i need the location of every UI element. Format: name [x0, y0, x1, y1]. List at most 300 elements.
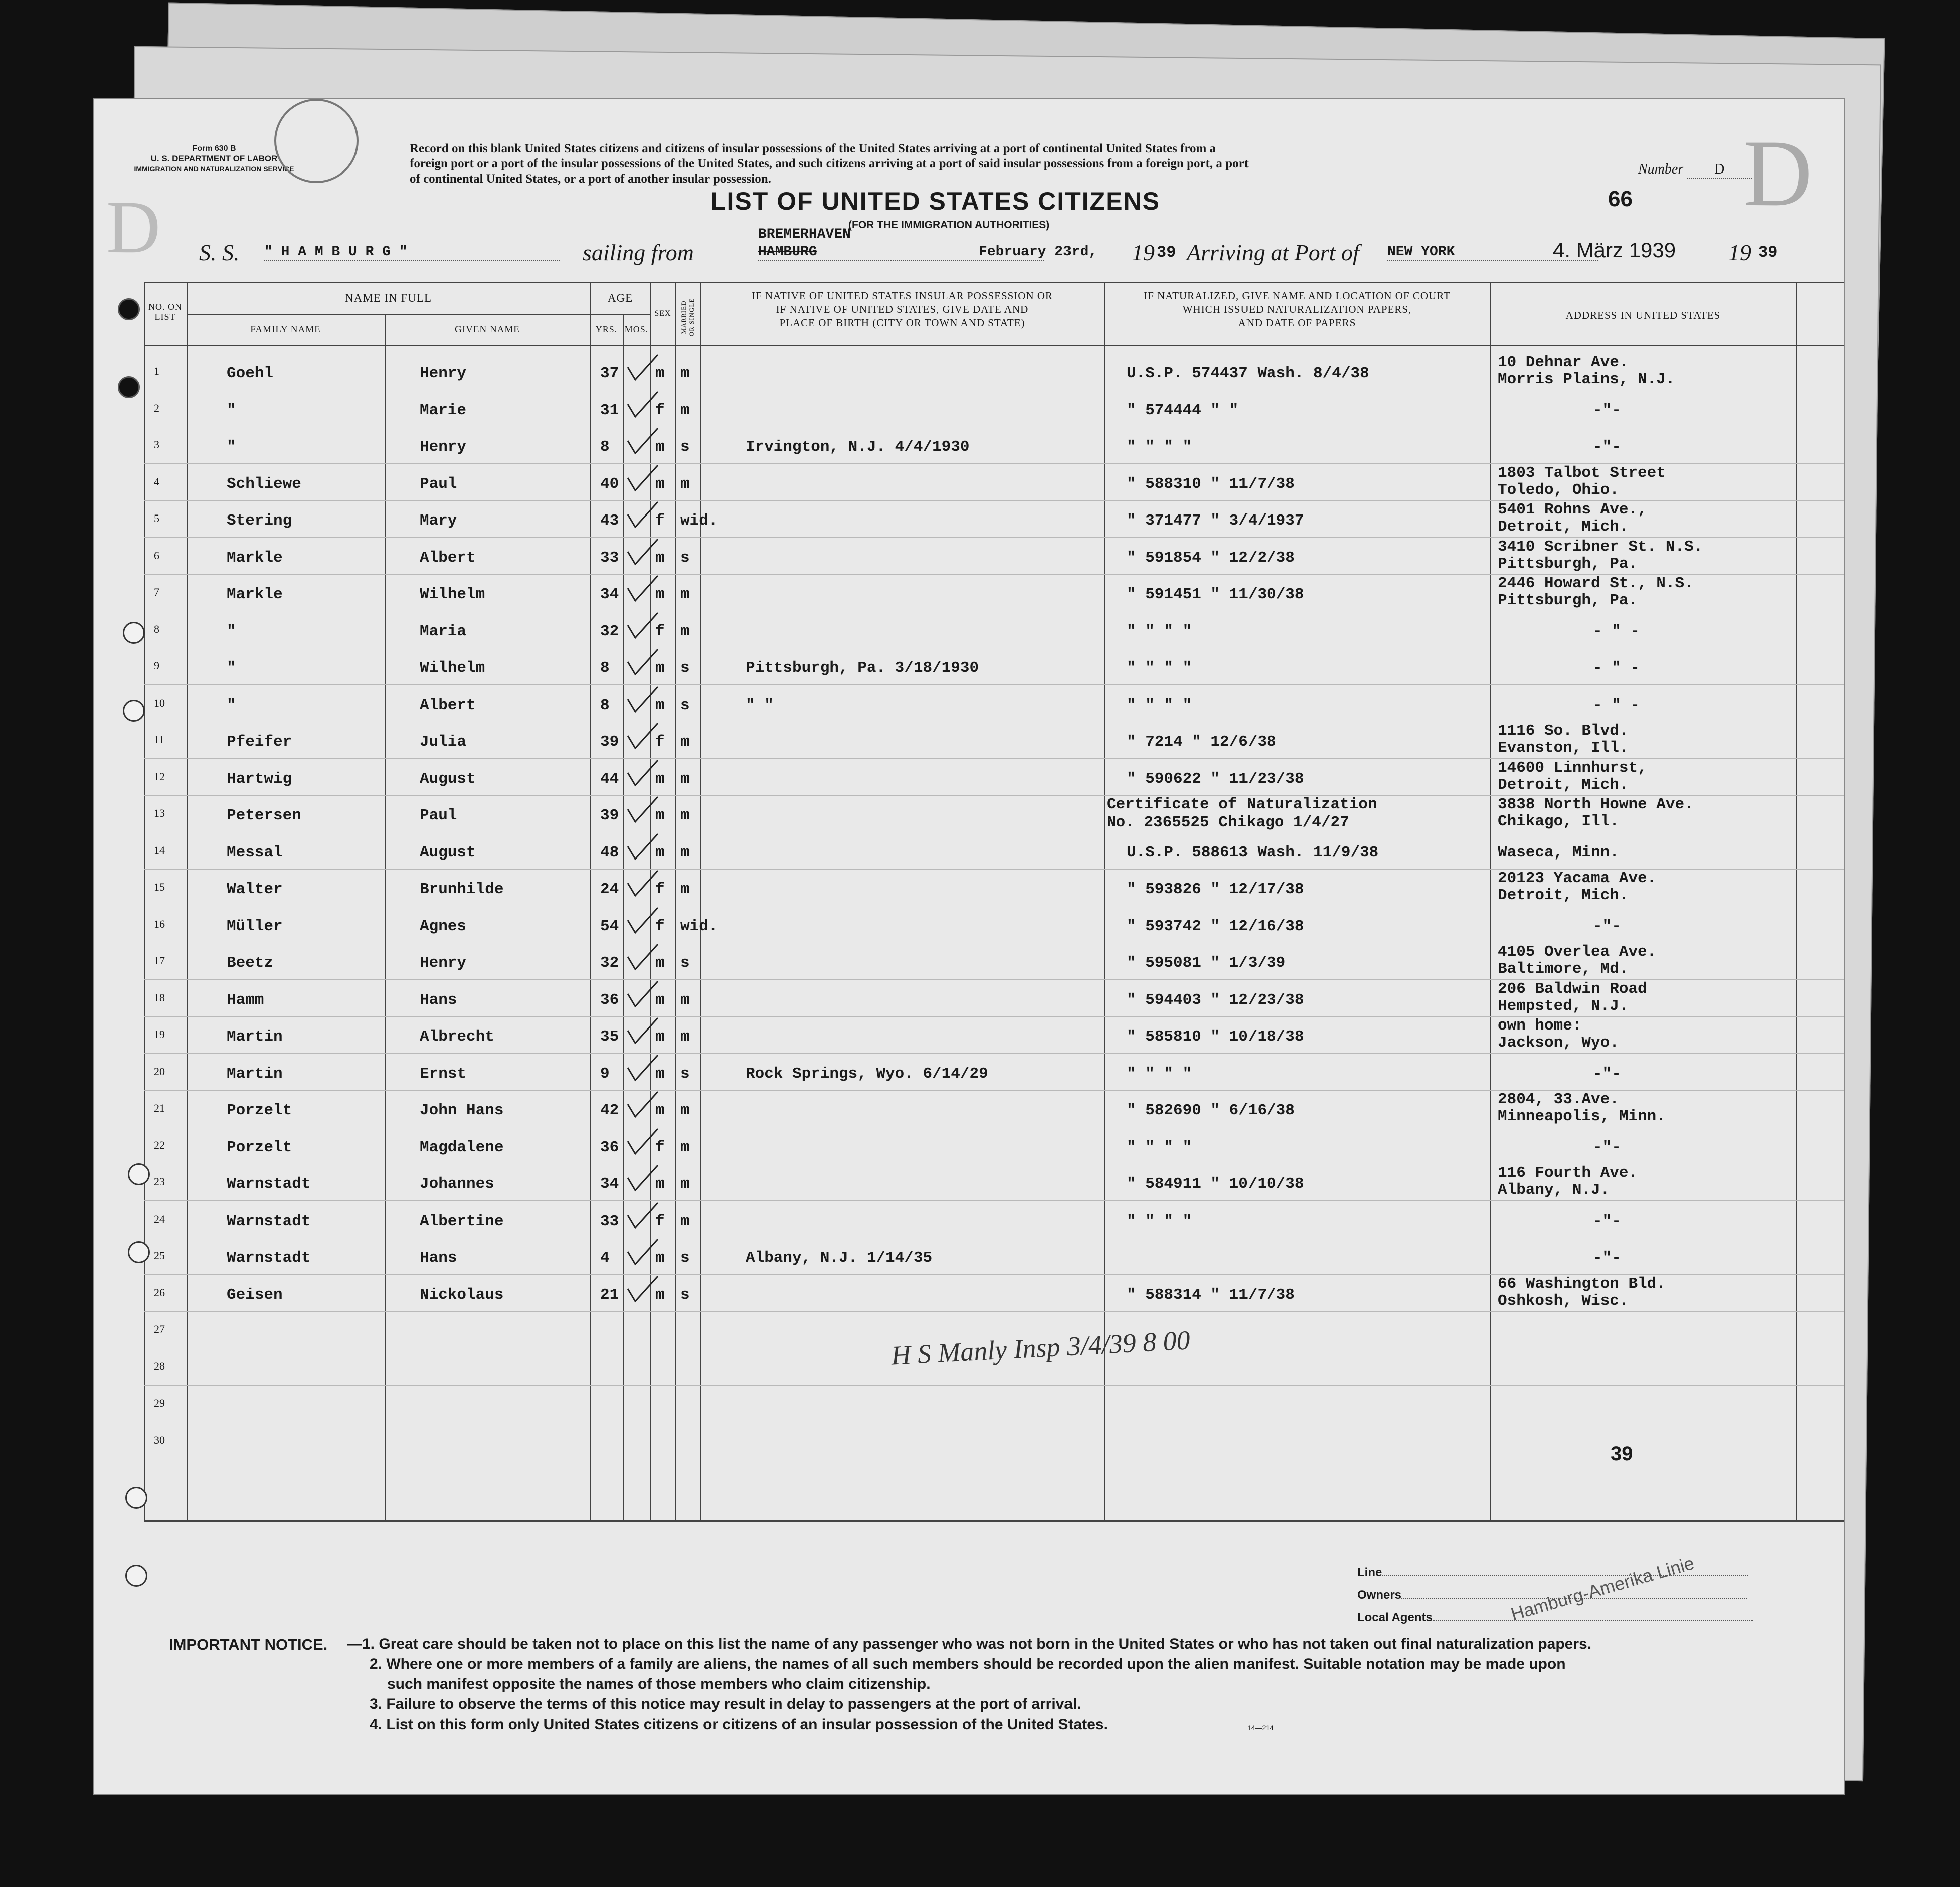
col-header-given: GIVEN NAME	[455, 324, 520, 335]
address-line: -"-	[1593, 917, 1621, 935]
row-number: 14	[154, 843, 165, 856]
check-mark-icon	[625, 684, 660, 714]
family-name: Warnstadt	[227, 1249, 311, 1267]
port-from: BREMERHAVEN	[758, 227, 851, 242]
notice-title: IMPORTANT NOTICE.	[169, 1636, 328, 1653]
marital-status: m	[680, 1212, 690, 1230]
naturalization-info: " 585810 " 10/18/38	[1127, 1028, 1304, 1046]
address-line: -"-	[1593, 1065, 1621, 1083]
col-line	[675, 282, 676, 1520]
number-value: D	[1687, 161, 1752, 179]
naturalization-info: " 7214 " 12/6/38	[1127, 733, 1276, 751]
age-years: 24	[600, 881, 619, 898]
year-prefix: 19	[1728, 240, 1751, 265]
naturalization-info: " 590622 " 11/23/38	[1127, 770, 1304, 788]
given-name: Julia	[420, 733, 467, 751]
marital-status: m	[680, 843, 690, 862]
given-name: Johannes	[420, 1175, 494, 1193]
port-to: NEW YORK	[1387, 244, 1598, 261]
marital-status: s	[680, 659, 690, 677]
sex: m	[655, 659, 665, 677]
naturalization-info: " 371477 " 3/4/1937	[1127, 512, 1304, 530]
marital-status: s	[680, 954, 690, 972]
age-years: 34	[600, 586, 619, 603]
notice-1: —1. Great care should be taken not to place on this list the name of any passenger who was not born in the United States or who has not taken out final naturalization papers.	[347, 1636, 1592, 1652]
sex: m	[655, 1028, 665, 1046]
row-number: 25	[154, 1249, 165, 1262]
family-name: Goehl	[227, 365, 274, 382]
marital-status: m	[680, 770, 690, 788]
check-mark-icon	[625, 1274, 660, 1304]
row-divider	[144, 684, 1844, 685]
naturalization-info: " 593826 " 12/17/38	[1127, 881, 1304, 898]
col-line	[700, 282, 701, 1520]
check-mark-icon	[625, 573, 660, 603]
row-number: 7	[154, 586, 159, 598]
address-line: 10 Dehnar Ave.	[1498, 354, 1629, 371]
col-line	[590, 282, 591, 1520]
birth-place-date: Rock Springs, Wyo. 6/14/29	[746, 1065, 988, 1083]
given-name: Hans	[420, 991, 457, 1009]
sex: m	[655, 770, 665, 788]
port-from-struck: HAMBURG	[758, 244, 1044, 261]
naturalization-info: U.S.P. 574437 Wash. 8/4/38	[1127, 365, 1369, 382]
notice-4: 4. List on this form only United States citizens or citizens of an insular possession of the United States.	[370, 1716, 1108, 1733]
family-name: "	[227, 622, 236, 640]
birth-place-date: " "	[746, 696, 774, 714]
address-line: -"-	[1593, 1212, 1621, 1230]
page-subtitle: (FOR THE IMMIGRATION AUTHORITIES)	[848, 219, 1050, 231]
corner-letter-left: D	[106, 186, 161, 269]
given-name: Hans	[420, 1249, 457, 1267]
naturalization-info: " 591451 " 11/30/38	[1127, 586, 1304, 603]
notice-2-cont: such manifest opposite the names of those members who claim citizenship.	[387, 1676, 931, 1692]
given-name: Maria	[420, 622, 467, 640]
sex: m	[655, 549, 665, 567]
given-name: Henry	[420, 954, 467, 972]
given-name: August	[420, 770, 476, 788]
row-number: 22	[154, 1138, 165, 1151]
marital-status: s	[680, 696, 690, 714]
address-line: -"-	[1593, 438, 1621, 456]
notice-3: 3. Failure to observe the terms of this notice may result in delay to passengers at the port of arrival.	[370, 1696, 1081, 1712]
check-mark-icon	[625, 1053, 660, 1083]
family-name: Hamm	[227, 991, 264, 1009]
check-mark-icon	[625, 868, 660, 898]
header-line: IF NATIVE OF UNITED STATES INSULAR POSSESSION OR	[751, 290, 1053, 302]
row-number: 8	[154, 622, 159, 635]
age-years: 8	[600, 696, 610, 714]
col-header-mos: MOS.	[624, 324, 649, 334]
form-number: Form 630 B	[192, 144, 236, 153]
marital-status: m	[680, 586, 690, 603]
owners-label: Owners	[1357, 1588, 1402, 1602]
row-divider	[144, 1053, 1844, 1054]
header-line: IF NATURALIZED, GIVE NAME AND LOCATION OF COURT	[1144, 290, 1451, 302]
check-mark-icon	[625, 1089, 660, 1119]
age-years: 21	[600, 1286, 619, 1304]
arrival-date-stamp: 4. März 1939	[1553, 238, 1676, 262]
address-line: 206 Baldwin Road	[1498, 980, 1647, 998]
naturalization-info: " " " "	[1127, 438, 1192, 456]
row-divider	[144, 1311, 1844, 1312]
binder-hole	[125, 1487, 147, 1509]
age-years: 32	[600, 954, 619, 972]
row-number: 21	[154, 1102, 165, 1114]
check-mark-icon	[625, 1126, 660, 1156]
birth-place-date: Albany, N.J. 1/14/35	[746, 1249, 933, 1267]
instructions	[410, 141, 1638, 187]
binder-hole	[128, 1163, 150, 1185]
birth-place-date: Irvington, N.J. 4/4/1930	[746, 438, 970, 456]
check-mark-icon	[625, 389, 660, 419]
sex: m	[655, 475, 665, 493]
sex: f	[655, 512, 665, 530]
col-line	[1796, 282, 1797, 1520]
given-name: Paul	[420, 475, 457, 493]
col-header-yrs: YRS.	[595, 324, 618, 334]
family-name: Martin	[227, 1028, 283, 1046]
family-name: Warnstadt	[227, 1175, 311, 1193]
binder-hole	[123, 700, 145, 722]
age-years: 36	[600, 991, 619, 1009]
naturalization-info: " " " "	[1127, 1065, 1192, 1083]
inspector-signature: H S Manly Insp 3/4/39 8 00	[890, 1325, 1191, 1371]
col-header-native	[703, 289, 1102, 330]
marital-status: m	[680, 475, 690, 493]
sex: f	[655, 881, 665, 898]
check-mark-icon	[625, 1163, 660, 1193]
row-number: 2	[154, 401, 159, 414]
address-line: Detroit, Mich.	[1498, 887, 1629, 904]
naturalization-info: " 582690 " 6/16/38	[1127, 1102, 1295, 1119]
given-name: Ernst	[420, 1065, 467, 1083]
age-years: 54	[600, 917, 619, 935]
family-name: Messal	[227, 843, 283, 862]
sex: m	[655, 991, 665, 1009]
address-line: -"-	[1593, 1138, 1621, 1156]
binder-hole	[123, 622, 145, 644]
given-name: Albertine	[420, 1212, 504, 1230]
line-stamp: Hamburg-Amerika Linie	[1508, 1552, 1697, 1625]
naturalization-info: U.S.P. 588613 Wash. 11/9/38	[1127, 843, 1379, 862]
address-line: Oshkosh, Wisc.	[1498, 1292, 1629, 1310]
sailing-from-label: sailing from	[583, 240, 694, 265]
row-divider	[144, 1385, 1844, 1386]
marital-status: m	[680, 1138, 690, 1156]
age-years: 8	[600, 659, 610, 677]
given-name: Albrecht	[420, 1028, 494, 1046]
col-header-naturalized	[1107, 289, 1488, 330]
table-header-border	[144, 345, 1844, 346]
address-line: 3410 Scribner St. N.S.	[1498, 538, 1703, 556]
address-line: -"-	[1593, 401, 1621, 419]
age-years: 40	[600, 475, 619, 493]
page-number: 66	[1608, 187, 1633, 211]
page-total: 39	[1611, 1443, 1633, 1465]
given-name: John Hans	[420, 1102, 504, 1119]
address-line: 1116 So. Blvd.	[1498, 722, 1629, 740]
family-name: Müller	[227, 917, 283, 935]
naturalization-info: " " " "	[1127, 1212, 1192, 1230]
page-title: LIST OF UNITED STATES CITIZENS	[710, 187, 1161, 215]
given-name: Wilhelm	[420, 659, 485, 677]
marital-status: s	[680, 1065, 690, 1083]
sex: m	[655, 954, 665, 972]
header-line: IF NATIVE OF UNITED STATES, GIVE DATE AND	[776, 303, 1029, 315]
given-name: August	[420, 843, 476, 862]
check-mark-icon	[625, 352, 660, 382]
date-sailed-value: February 23rd	[979, 244, 1089, 260]
voyage-line	[94, 229, 1844, 269]
col-header-family: FAMILY NAME	[250, 324, 321, 335]
binder-hole	[125, 1565, 147, 1587]
sex: f	[655, 733, 665, 751]
naturalization-info: " " " "	[1127, 696, 1192, 714]
sex: m	[655, 1102, 665, 1119]
address-line: - " -	[1593, 696, 1640, 714]
family-name: "	[227, 438, 236, 456]
address-line: - " -	[1593, 622, 1640, 640]
col-header-name: NAME IN FULL	[345, 292, 432, 304]
family-name: Pfeifer	[227, 733, 292, 751]
row-number: 19	[154, 1028, 165, 1041]
row-number: 23	[154, 1175, 165, 1188]
row-number: 5	[154, 512, 159, 525]
given-name: Wilhelm	[420, 586, 485, 603]
marital-status: wid.	[680, 512, 718, 530]
family-name: "	[227, 696, 236, 714]
address-line: 20123 Yacama Ave.	[1498, 870, 1657, 887]
age-years: 8	[600, 438, 610, 456]
address-line: 3838 North Howne Ave.	[1498, 796, 1694, 813]
marital-status: m	[680, 991, 690, 1009]
address-line: 116 Fourth Ave.	[1498, 1164, 1638, 1182]
table-top-border	[144, 282, 1844, 283]
check-mark-icon	[625, 721, 660, 751]
notice-2: 2. Where one or more members of a family are aliens, the names of all such members should be recorded upon the alien manifest. Suitable notation may be made upon	[370, 1656, 1566, 1672]
address-line: Morris Plains, N.J.	[1498, 371, 1675, 388]
marital-status: s	[680, 1249, 690, 1267]
address-line: Hempsted, N.J.	[1498, 997, 1629, 1015]
address-line: Albany, N.J.	[1498, 1181, 1610, 1199]
marital-status: m	[680, 881, 690, 898]
age-years: 43	[600, 512, 619, 530]
form-id-block	[134, 144, 294, 174]
age-years: 4	[600, 1249, 610, 1267]
row-divider	[144, 1016, 1844, 1017]
col-line	[385, 314, 386, 1520]
row-number: 13	[154, 807, 165, 819]
marital-status: m	[680, 365, 690, 382]
ss-label: S. S.	[199, 240, 240, 265]
family-name: Walter	[227, 881, 283, 898]
check-mark-icon	[625, 499, 660, 530]
given-name: Paul	[420, 807, 457, 824]
marital-status: m	[680, 733, 690, 751]
marital-status: m	[680, 1102, 690, 1119]
address-line: 5401 Rohns Ave.,	[1498, 501, 1647, 519]
year-suffix: 39	[1157, 243, 1176, 262]
row-divider	[144, 1200, 1844, 1201]
row-number: 30	[154, 1433, 165, 1446]
sex: f	[655, 1138, 665, 1156]
family-name: Martin	[227, 1065, 283, 1083]
check-mark-icon	[625, 463, 660, 493]
manifest-page	[93, 98, 1845, 1795]
naturalization-info: Certificate of Naturalization	[1107, 796, 1377, 813]
age-years: 39	[600, 807, 619, 824]
row-number: 16	[154, 917, 165, 930]
row-number: 17	[154, 954, 165, 967]
address-line: 14600 Linnhurst,	[1498, 759, 1647, 777]
header-line: AND DATE OF PAPERS	[1238, 317, 1356, 329]
check-mark-icon	[625, 942, 660, 972]
age-years: 32	[600, 622, 619, 640]
address-line: Pittsburgh, Pa.	[1498, 555, 1638, 573]
marital-status: m	[680, 401, 690, 419]
given-name: Brunhilde	[420, 881, 504, 898]
naturalization-info: " 595081 " 1/3/39	[1127, 954, 1286, 972]
marital-status: s	[680, 1286, 690, 1304]
age-years: 39	[600, 733, 619, 751]
sex: m	[655, 1286, 665, 1304]
row-number: 6	[154, 549, 159, 562]
naturalization-info: " 593742 " 12/16/38	[1127, 917, 1304, 935]
check-mark-icon	[625, 426, 660, 456]
row-number: 11	[154, 733, 165, 746]
age-years: 9	[600, 1065, 610, 1083]
naturalization-info: " " " "	[1127, 659, 1192, 677]
row-number: 12	[154, 770, 165, 783]
age-years: 31	[600, 401, 619, 419]
family-name: Porzelt	[227, 1138, 292, 1156]
address-line: 1803 Talbot Street	[1498, 464, 1666, 482]
ship-name: " H A M B U R G "	[264, 244, 560, 261]
subheader-line	[590, 314, 650, 315]
marital-status: m	[680, 1028, 690, 1046]
instruction-line: foreign port or a port of the insular possessions of the United States, and such citizens arriving at a port of said insular possessions from a foreign port, a port	[410, 157, 1249, 170]
family-name: Hartwig	[227, 770, 292, 788]
address-line: Pittsburgh, Pa.	[1498, 592, 1638, 609]
col-header-age: AGE	[607, 292, 633, 304]
number-label: Number	[1638, 161, 1684, 177]
family-name: Porzelt	[227, 1102, 292, 1119]
row-number: 28	[154, 1359, 165, 1373]
naturalization-info: " 574444 " "	[1127, 401, 1239, 419]
row-number: 10	[154, 696, 165, 709]
sex: m	[655, 1065, 665, 1083]
header-line: PLACE OF BIRTH (CITY OR TOWN AND STATE)	[779, 317, 1025, 329]
row-number: 27	[154, 1323, 165, 1335]
check-mark-icon	[625, 979, 660, 1009]
age-years: 35	[600, 1028, 619, 1046]
family-name: "	[227, 401, 236, 419]
family-name: Markle	[227, 586, 283, 603]
marital-status: wid.	[680, 917, 718, 935]
col-line	[144, 282, 145, 1520]
age-years: 36	[600, 1138, 619, 1156]
binder-hole	[118, 376, 140, 398]
age-years: 33	[600, 1212, 619, 1230]
row-number: 29	[154, 1397, 165, 1409]
address-line: Waseca, Minn.	[1498, 843, 1619, 862]
row-number: 26	[154, 1286, 165, 1299]
address-line: Baltimore, Md.	[1498, 960, 1629, 978]
age-years: 33	[600, 549, 619, 567]
address-line: 66 Washington Bld.	[1498, 1275, 1666, 1293]
col-line	[1490, 282, 1491, 1520]
given-name: Albert	[420, 549, 476, 567]
col-header-no: NO. ON LIST	[148, 302, 182, 322]
print-code: 14—214	[1247, 1724, 1274, 1732]
row-number: 18	[154, 991, 165, 1004]
table-bottom-border	[144, 1520, 1844, 1522]
address-line: own home:	[1498, 1017, 1582, 1035]
age-years: 34	[600, 1175, 619, 1193]
check-mark-icon	[625, 537, 660, 567]
naturalization-info: " 594403 " 12/23/38	[1127, 991, 1304, 1009]
date-sailed: February 23rd,	[979, 244, 1097, 260]
sex: m	[655, 365, 665, 382]
address-line: Minneapolis, Minn.	[1498, 1108, 1666, 1125]
instruction-line: of continental United States, or a port of another insular possession.	[410, 172, 771, 186]
age-years: 44	[600, 770, 619, 788]
marital-status: s	[680, 438, 690, 456]
address-line: 2804, 33.Ave.	[1498, 1091, 1619, 1108]
header-line: WHICH ISSUED NATURALIZATION PAPERS,	[1182, 303, 1412, 315]
check-mark-icon	[625, 758, 660, 788]
given-name: Mary	[420, 512, 457, 530]
arriving-label: Arriving at Port of	[1187, 240, 1359, 265]
circular-stamp	[274, 99, 359, 183]
naturalization-info: No. 2365525 Chikago 1/4/27	[1107, 814, 1349, 831]
family-name: Beetz	[227, 954, 274, 972]
naturalization-info: " 588314 " 11/7/38	[1127, 1286, 1295, 1304]
row-number: 9	[154, 659, 159, 672]
row-number: 20	[154, 1065, 165, 1078]
age-years: 42	[600, 1102, 619, 1119]
row-number: 24	[154, 1212, 165, 1225]
age-years: 48	[600, 843, 619, 862]
binder-hole	[128, 1241, 150, 1263]
family-name: "	[227, 659, 236, 677]
agents-label: Local Agents	[1357, 1611, 1433, 1624]
family-name: Schliewe	[227, 475, 301, 493]
age-years: 37	[600, 365, 619, 382]
marital-status: m	[680, 622, 690, 640]
sex: m	[655, 1175, 665, 1193]
marital-status: m	[680, 1175, 690, 1193]
row-number: 4	[154, 475, 159, 488]
family-name: Warnstadt	[227, 1212, 311, 1230]
department: U. S. DEPARTMENT OF LABOR	[150, 154, 278, 163]
check-mark-icon	[625, 831, 660, 862]
number-field	[1638, 161, 1752, 179]
col-header-married: MARRIED OR SINGLE	[680, 298, 695, 337]
marital-status: m	[680, 807, 690, 824]
naturalization-info: " " " "	[1127, 1138, 1192, 1156]
row-number: 3	[154, 438, 159, 451]
given-name: Agnes	[420, 917, 467, 935]
binder-hole	[118, 298, 140, 320]
check-mark-icon	[625, 794, 660, 824]
col-header-address: ADDRESS IN UNITED STATES	[1565, 309, 1721, 321]
marital-status: s	[680, 549, 690, 567]
birth-place-date: Pittsburgh, Pa. 3/18/1930	[746, 659, 979, 677]
subheader-line	[187, 314, 590, 315]
row-number: 1	[154, 365, 159, 377]
